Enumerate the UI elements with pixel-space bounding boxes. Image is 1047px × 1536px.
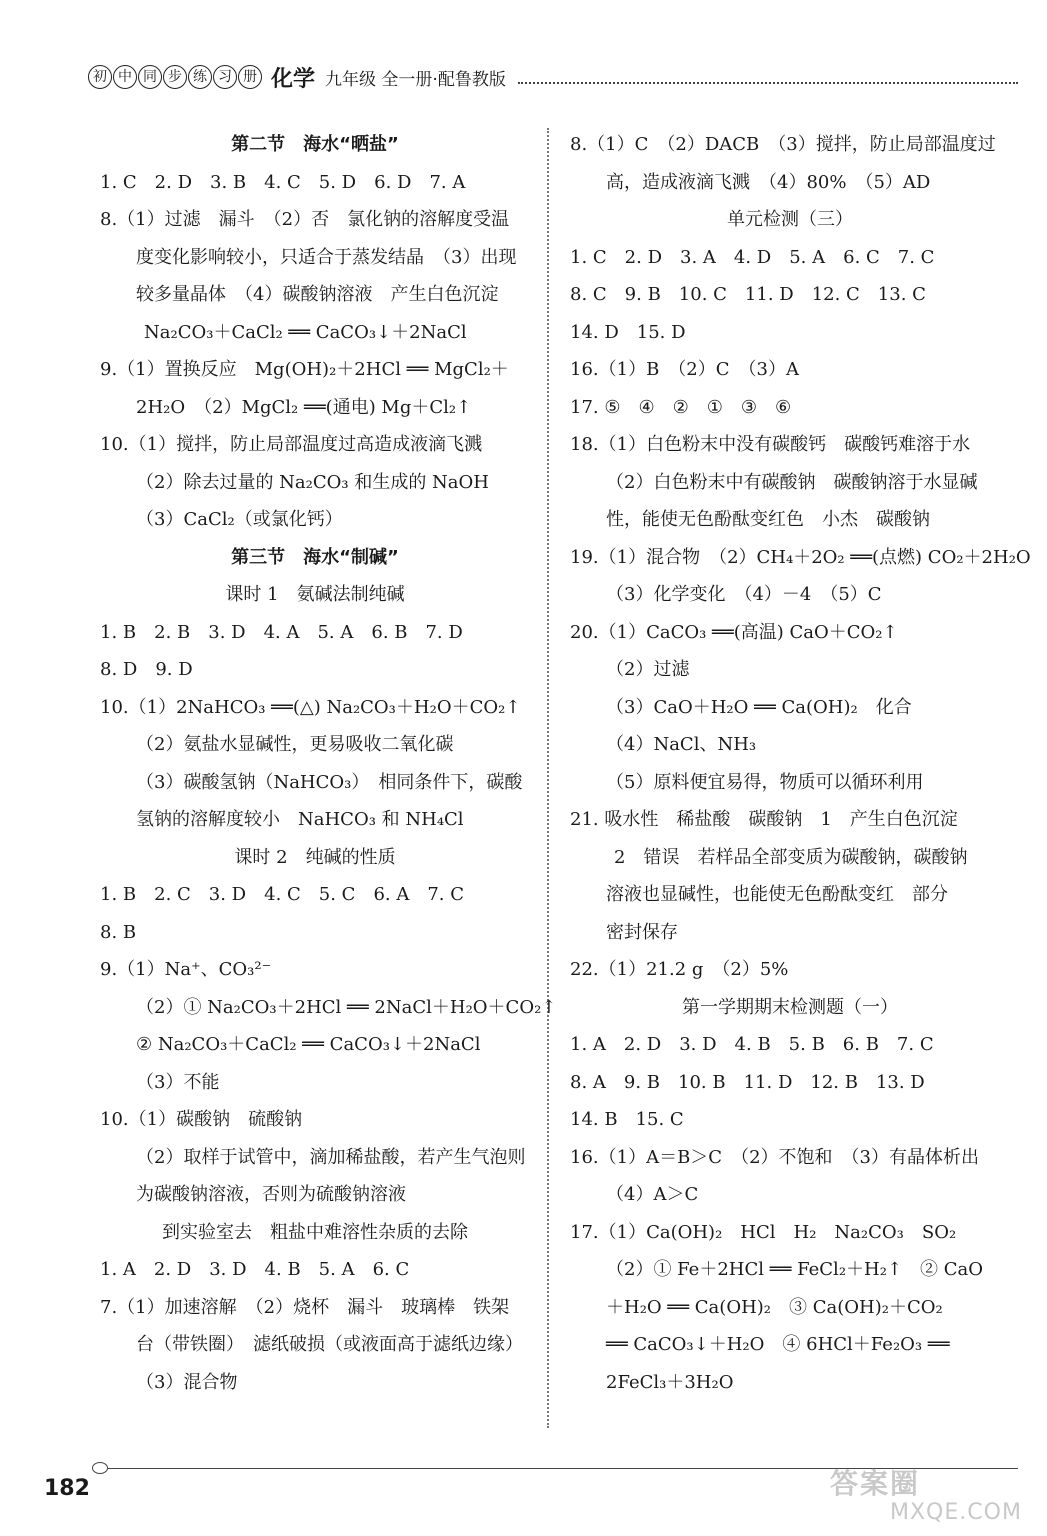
answer-line: 10.（1）2NaHCO₃ ══(△) Na₂CO₃＋H₂O＋CO₂↑ <box>100 696 521 718</box>
answer-line: 21. 吸水性 稀盐酸 碳酸钠 1 产生白色沉淀 <box>570 809 958 830</box>
subsection-heading: 第一学期期末检测题（一） <box>682 996 898 1018</box>
page-header <box>88 60 1018 94</box>
answer-line: 较多量晶体 （4）碳酸钠溶液 产生白色沉淀 <box>136 284 499 305</box>
answer-line: ＋H₂O ══ Ca(OH)₂ ③ Ca(OH)₂＋CO₂ <box>606 1296 943 1318</box>
answer-line: 1. A 2. D 3. D 4. B 5. B 6. B 7. C <box>570 1034 934 1055</box>
watermark-url: MXQE.COM <box>890 1500 1022 1525</box>
subsection-heading: 课时 1 氨碱法制纯碱 <box>225 584 405 605</box>
answer-line: （3）碳酸氢钠（NaHCO₃） 相同条件下，碳酸 <box>136 771 523 793</box>
answer-line: （3）不能 <box>136 1071 220 1093</box>
badge-char: 同 <box>138 65 162 89</box>
answer-line: （2）① Fe＋2HCl ══ FeCl₂＋H₂↑ ② CaO <box>606 1259 984 1280</box>
badge-char: 习 <box>213 65 237 89</box>
answer-line: 度变化影响较小，只适合于蒸发结晶 （3）出现 <box>136 246 517 268</box>
answer-line: （3）CaCl₂（或氯化钙） <box>136 509 343 530</box>
answer-line: 1. C 2. D 3. B 4. C 5. D 6. D 7. A <box>100 171 466 193</box>
answer-line: 7.（1）加速溶解 （2）烧杯 漏斗 玻璃棒 铁架 <box>100 1296 510 1318</box>
page-number: 182 <box>44 1476 90 1501</box>
answer-line: 1. C 2. D 3. A 4. D 5. A 6. C 7. C <box>570 246 935 268</box>
answer-line: （2）取样于试管中，滴加稀盐酸，若产生气泡则 <box>136 1146 526 1168</box>
badge-char: 中 <box>113 65 137 89</box>
answer-line: Na₂CO₃＋CaCl₂ ══ CaCO₃↓＋2NaCl <box>144 321 467 343</box>
answer-line: 20.（1）CaCO₃ ══(高温) CaO＋CO₂↑ <box>570 621 898 643</box>
badge-char: 册 <box>238 65 262 89</box>
answer-line: 密封保存 <box>606 921 678 943</box>
answer-line: 16.（1）A＝B＞C （2）不饱和 （3）有晶体析出 <box>570 1146 979 1168</box>
answer-line: 1. B 2. B 3. D 4. A 5. A 6. B 7. D <box>100 621 463 643</box>
section-heading: 第三节 海水“制碱” <box>231 546 399 568</box>
answer-line: ② Na₂CO₃＋CaCl₂ ══ CaCO₃↓＋2NaCl <box>136 1034 481 1055</box>
answer-line: 8. D 9. D <box>100 659 193 680</box>
answer-line: 17.（1）Ca(OH)₂ HCl H₂ Na₂CO₃ SO₂ <box>570 1221 957 1243</box>
series-badge <box>88 65 263 89</box>
answer-line: 10.（1）碳酸钠 硫酸钠 <box>100 1109 303 1130</box>
answer-line: 8. C 9. B 10. C 11. D 12. C 13. C <box>570 284 926 305</box>
subsection-heading: 到实验室去 粗盐中难溶性杂质的去除 <box>162 1221 468 1243</box>
answer-line: （3）CaO＋H₂O ══ Ca(OH)₂ 化合 <box>606 696 912 718</box>
answer-line: 8.（1）C （2）DACB （3）搅拌，防止局部温度过 <box>570 134 996 155</box>
section-heading: 第二节 海水“晒盐” <box>231 134 399 155</box>
answer-line: 氢钠的溶解度较小 NaHCO₃ 和 NH₄Cl <box>136 809 464 830</box>
answer-line: 9.（1）置换反应 Mg(OH)₂＋2HCl ══ MgCl₂＋ <box>100 359 509 380</box>
subsection-heading: 课时 2 纯碱的性质 <box>234 846 396 868</box>
answer-line: 高，造成液滴飞溅 （4）80% （5）AD <box>606 171 931 193</box>
answer-line: （2）氨盐水显碱性，更易吸收二氧化碳 <box>136 734 454 755</box>
answer-line: 2FeCl₃＋3H₂O <box>606 1371 734 1393</box>
answer-line: 1. A 2. D 3. D 4. B 5. A 6. C <box>100 1259 410 1280</box>
answer-line: 8. A 9. B 10. B 11. D 12. B 13. D <box>570 1071 925 1093</box>
answer-line: （2）除去过量的 Na₂CO₃ 和生成的 NaOH <box>136 471 489 493</box>
answer-line: 9.（1）Na⁺、CO₃²⁻ <box>100 959 272 980</box>
answer-line: 17. ⑤ ④ ② ① ③ ⑥ <box>570 396 792 418</box>
answer-line: 14. D 15. D <box>570 321 686 343</box>
badge-char: 步 <box>163 65 187 89</box>
answer-line: 8. B <box>100 921 137 943</box>
answer-line: （2）白色粉末中有碳酸钠 碳酸钠溶于水显碱 <box>606 471 978 493</box>
badge-char: 初 <box>88 65 112 89</box>
column-divider <box>547 128 549 1428</box>
answer-line: 2H₂O （2）MgCl₂ ══(通电) Mg＋Cl₂↑ <box>136 396 472 418</box>
answer-line: （3）混合物 <box>136 1371 238 1393</box>
answer-line: 22.（1）21.2 g （2）5% <box>570 959 789 980</box>
watermark-logo: 答案圈 <box>830 1467 921 1500</box>
answer-line: 10.（1）搅拌，防止局部温度过高造成液滴飞溅 <box>100 434 483 455</box>
answer-line: （5）原料便宜易得，物质可以循环利用 <box>606 771 924 793</box>
answer-line: 2 错误 若样品全部变质为碳酸钠，碳酸钠 <box>614 846 968 868</box>
answer-line: 为碳酸钠溶液，否则为硫酸钠溶液 <box>136 1184 406 1205</box>
answer-line: 1. B 2. C 3. D 4. C 5. C 6. A 7. C <box>100 884 465 905</box>
right-column <box>570 126 1031 1401</box>
answer-line: 14. B 15. C <box>570 1109 684 1130</box>
answer-line: 性，能使无色酚酞变红色 小杰 碳酸钠 <box>606 509 930 530</box>
header-dotted-rule <box>518 70 1018 84</box>
answer-line: 台（带铁圈） 滤纸破损（或液面高于滤纸边缘） <box>136 1334 523 1355</box>
answer-line: （4）A＞C <box>606 1184 699 1205</box>
answer-line: ══ CaCO₃↓＋H₂O ④ 6HCl＋Fe₂O₃ ══ <box>606 1334 950 1355</box>
answer-line: 19.（1）混合物 （2）CH₄＋2O₂ ══(点燃) CO₂＋2H₂O <box>570 546 1031 568</box>
answer-line: 8.（1）过滤 漏斗 （2）否 氯化钠的溶解度受温 <box>100 209 510 230</box>
left-column <box>100 126 557 1401</box>
answer-line: （2）① Na₂CO₃＋2HCl ══ 2NaCl＋H₂O＋CO₂↑ <box>136 996 557 1018</box>
answer-line: （3）化学变化 （4）－4 （5）C <box>606 584 882 605</box>
badge-char: 练 <box>188 65 212 89</box>
subject-title: 化学 <box>271 66 316 92</box>
footer-ornament <box>92 1462 108 1474</box>
answer-line: （2）过滤 <box>606 659 690 680</box>
grade-edition-info: 九年级 全一册·配鲁教版 <box>325 69 506 90</box>
answer-line: 溶液也显碱性，也能使无色酚酞变红 部分 <box>606 884 948 905</box>
answer-line: （4）NaCl、NH₃ <box>606 734 757 755</box>
answer-line: 18.（1）白色粉末中没有碳酸钙 碳酸钙难溶于水 <box>570 434 971 455</box>
subsection-heading: 单元检测（三） <box>727 209 853 230</box>
answer-line: 16.（1）B （2）C （3）A <box>570 359 799 380</box>
